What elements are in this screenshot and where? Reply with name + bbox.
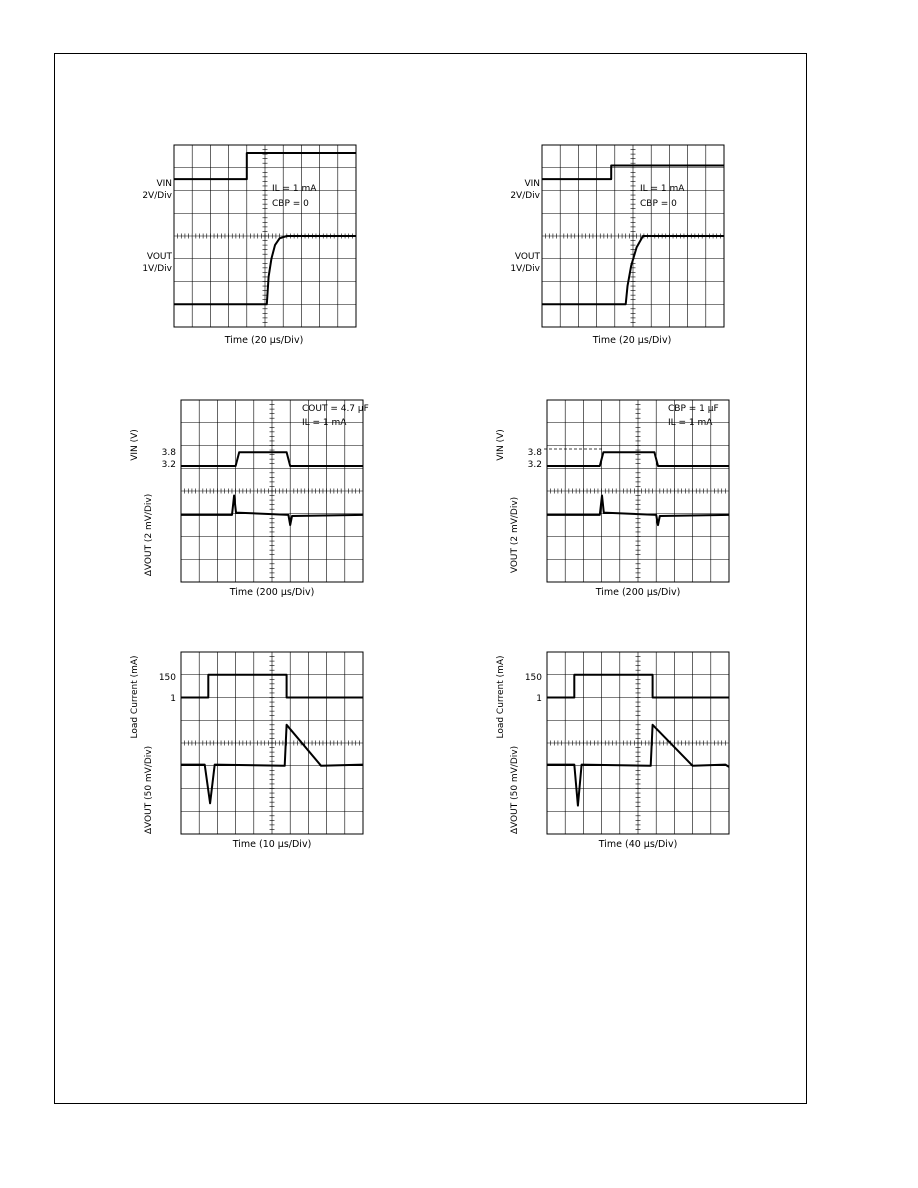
rotated-label-vout: VOUT (2 mV/Div) bbox=[510, 496, 520, 574]
y-tick-3-8: 3.8 bbox=[527, 448, 542, 458]
channel-scale-vin: 2V/Div bbox=[510, 191, 540, 201]
channel-scale-vin: 2V/Div bbox=[142, 191, 172, 201]
scope-plot-6 bbox=[486, 645, 746, 860]
rotated-label-vout: ΔVOUT (50 mV/Div) bbox=[510, 745, 520, 835]
channel-label-vout: VOUT bbox=[514, 252, 540, 262]
x-axis-label: Time (200 µs/Div) bbox=[595, 587, 681, 598]
y-tick-3-8: 3.8 bbox=[161, 448, 176, 458]
channel-label-vin: VIN bbox=[524, 179, 540, 189]
annotation-cout: COUT = 4.7 µF bbox=[302, 404, 369, 414]
x-axis-label: Time (40 µs/Div) bbox=[598, 839, 678, 850]
channel-label-vin: VIN bbox=[156, 179, 172, 189]
annotation-cbp: CBP = 0 bbox=[272, 199, 309, 209]
scope-plot-2 bbox=[478, 140, 738, 355]
y-tick-150: 150 bbox=[158, 673, 176, 683]
rotated-label-load-current: Load Current (mA) bbox=[130, 655, 140, 739]
scope-plot-1 bbox=[110, 140, 370, 355]
x-axis-label: Time (20 µs/Div) bbox=[224, 335, 304, 346]
annotation-il: IL = 1 mA bbox=[668, 418, 713, 428]
annotation-il: IL = 1 mA bbox=[302, 418, 347, 428]
y-tick-3-2: 3.2 bbox=[527, 460, 542, 470]
annotation-cbp: CBP = 0 bbox=[640, 199, 677, 209]
rotated-label-vin: VIN (V) bbox=[130, 429, 140, 461]
scope-plot-5 bbox=[120, 645, 380, 860]
x-axis-label: Time (200 µs/Div) bbox=[229, 587, 315, 598]
channel-label-vout: VOUT bbox=[146, 252, 172, 262]
y-tick-1: 1 bbox=[170, 694, 176, 704]
rotated-label-load-current: Load Current (mA) bbox=[496, 655, 506, 739]
annotation-il: IL = 1 mA bbox=[272, 184, 317, 194]
scope-plot-3 bbox=[120, 395, 380, 605]
y-tick-1: 1 bbox=[536, 694, 542, 704]
channel-scale-vout: 1V/Div bbox=[142, 264, 172, 274]
channel-scale-vout: 1V/Div bbox=[510, 264, 540, 274]
x-axis-label: Time (10 µs/Div) bbox=[232, 839, 312, 850]
annotation-il: IL = 1 mA bbox=[640, 184, 685, 194]
y-tick-3-2: 3.2 bbox=[161, 460, 176, 470]
rotated-label-vout: ΔVOUT (2 mV/Div) bbox=[144, 493, 154, 577]
y-tick-150: 150 bbox=[524, 673, 542, 683]
scope-plot-4 bbox=[486, 395, 746, 605]
annotation-cbp: CBP = 1 µF bbox=[668, 404, 719, 414]
rotated-label-vin: VIN (V) bbox=[496, 429, 506, 461]
rotated-label-vout: ΔVOUT (50 mV/Div) bbox=[144, 745, 154, 835]
x-axis-label: Time (20 µs/Div) bbox=[592, 335, 672, 346]
